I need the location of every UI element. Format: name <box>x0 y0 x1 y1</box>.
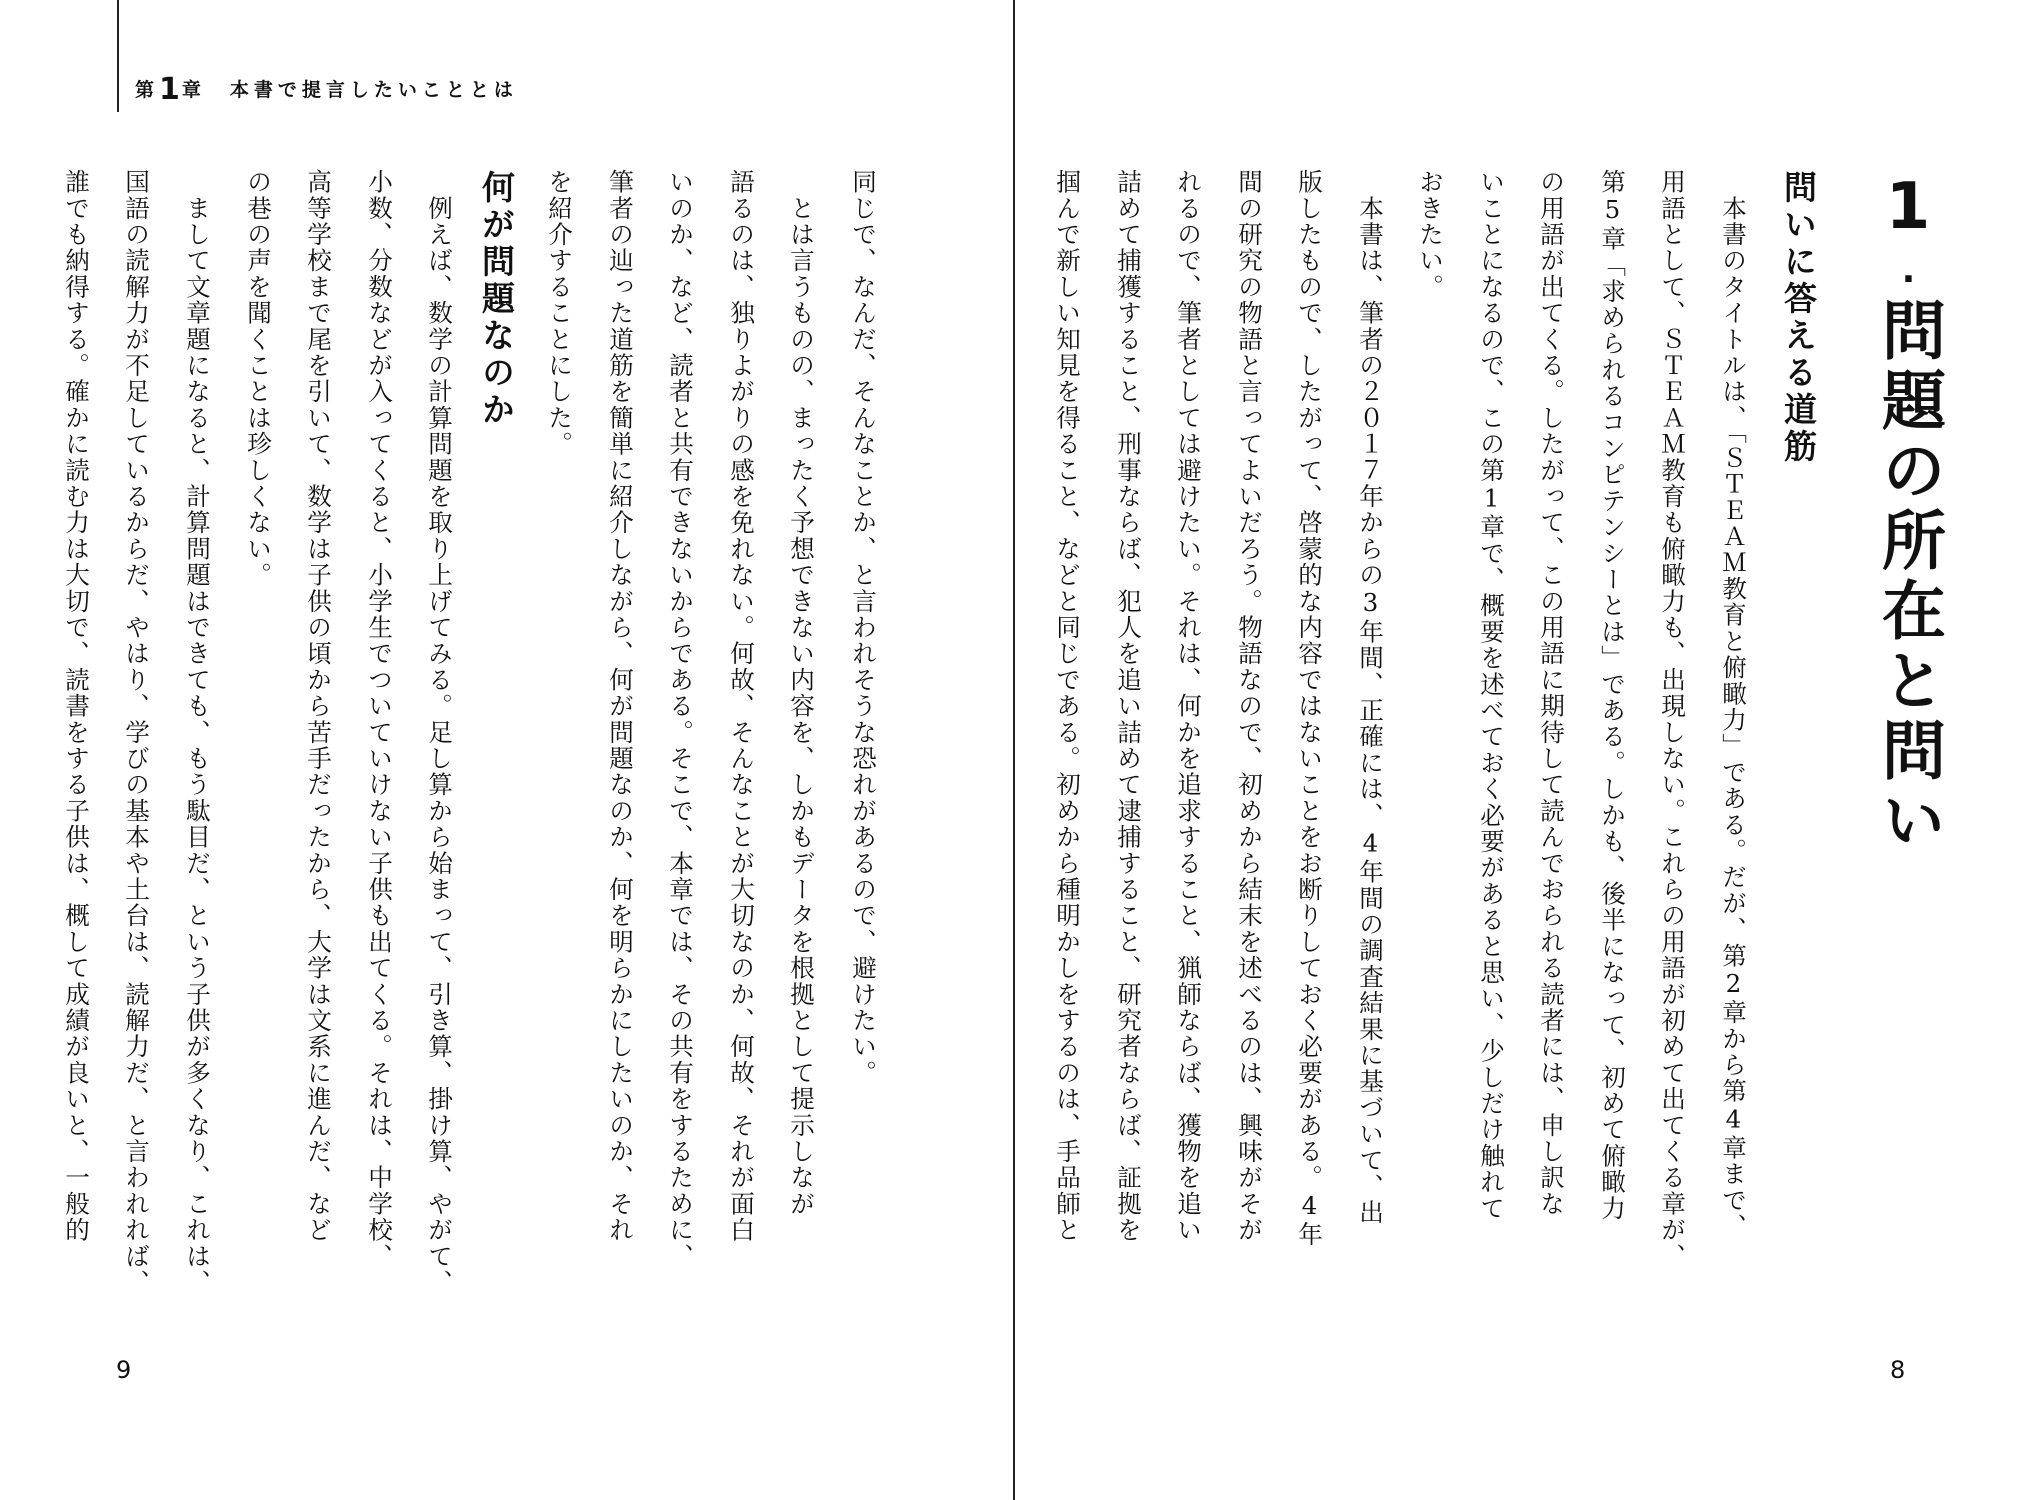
running-header-title: 章 本書で提言したいこととは <box>181 79 518 101</box>
left-text-column: の巷の声を聞くことは珍しくない。 <box>244 169 273 589</box>
right-text-column: れるので、筆者としては避けたい。それは、何かを追求すること、猟師ならば、獲物を追い <box>1174 169 1203 1244</box>
running-header <box>135 72 518 108</box>
chapter-title-number: 1 <box>1871 170 1945 250</box>
page-number-right: 8 <box>1890 1356 1906 1384</box>
page-gutter-divider <box>1013 0 1015 1500</box>
left-text-column: 例えば、数学の計算問題を取り上げてみる。足し算から始まって、引き算、掛け算、やがて、 <box>425 169 454 1296</box>
right-text-column: 掴んで新しい知見を得ること、などと同じである。初めから種明かしをするのは、手品師と <box>1053 169 1082 1244</box>
left-text-column: 同じで、なんだ、そんなことか、と言われそうな恐れがあるので、避けたい。 <box>849 169 878 1086</box>
left-text-column: 国語の読解力が不足しているからだ、やはり、学びの基本や土台は、読解力だ、と言われれば、 <box>122 169 151 1296</box>
right-text-column: の用語が出てくる。したがって、この用語に期待して読んでおられる読者には、申し訳な <box>1537 169 1566 1217</box>
right-text-column: 用語として、ＳＴＥＡＭ教育も俯瞰力も、出現しない。これらの用語が初めて出てくる章が、 <box>1658 169 1687 1270</box>
left-text-column: いのか、など、読者と共有できないからである。そこで、本章では、その共有をするために、 <box>666 169 695 1270</box>
right-text-column: 詰めて捕獲すること、刑事ならば、犯人を追い詰めて逮捕すること、研究者ならば、証拠を <box>1114 169 1143 1244</box>
running-header-rule <box>117 0 119 112</box>
right-text-column: おきたい。 <box>1416 169 1445 300</box>
left-text-column: とは言うものの、まったく予想できない内容を、しかもデータを根拠として提示しなが <box>787 169 816 1217</box>
right-text-column: 第5章「求められるコンピテンシーとは」である。しかも、後半になって、初めて俯瞰力 <box>1598 169 1627 1222</box>
left-text-column: 高等学校まで尾を引いて、数学は子供の頃から苦手だったから、大学は文系に進んだ、など <box>304 169 333 1244</box>
left-text-column: 誰でも納得する。確かに読む力は大切で、読書をする子供は、概して成績が良いと、一般的 <box>62 169 91 1244</box>
left-text-column: 筆者の辿った道筋を簡単に紹介しながら、何が問題なのか、何を明らかにしたいのか、それ <box>606 169 635 1244</box>
left-text-column: 小数、分数などが入ってくると、小学生でついていけない子供も出てくる。それは、中学校、 <box>365 169 394 1270</box>
chapter-title <box>1868 170 1948 990</box>
right-text-column: いことになるので、この第1章で、概要を述べておく必要があると思い、少しだけ触れて <box>1477 169 1506 1222</box>
chapter-title-period: . <box>1888 250 1929 297</box>
section-heading-path-to-answers: 問いに答える道筋 <box>1779 170 1818 466</box>
left-text-column: 語るのは、独りよがりの感を免れない。何故、そんなことが大切なのか、何故、それが面白 <box>727 169 756 1244</box>
right-text-column: 版したもので、したがって、啓蒙的な内容ではないことをお断りしておく必要がある。4年 <box>1295 169 1324 1248</box>
page-number-left: 9 <box>116 1356 132 1384</box>
left-text-column: を紹介することにした。 <box>545 169 574 458</box>
running-header-chapter-number: 1 <box>159 72 182 107</box>
right-text-column: 本書のタイトルは、「ＳＴＥＡＭ教育と俯瞰力」である。だが、第2章から第4章まで、 <box>1719 169 1748 1240</box>
chapter-title-text: 問題の所在と問い <box>1871 297 1945 857</box>
left-text-column: まして文章題になると、計算問題はできても、もう駄目だ、という子供が多くなり、これは、 <box>183 169 212 1296</box>
right-text-column: 本書は、筆者の２０１７年からの3年間、正確には、4年間の調査結果に基づいて、出 <box>1356 169 1385 1226</box>
right-text-column: 間の研究の物語と言ってよいだろう。物語なので、初めから結末を述べるのは、興味がそが <box>1235 169 1264 1244</box>
section-heading-what-is-the-problem: 何が問題なのか <box>477 170 516 429</box>
running-header-prefix: 第 <box>135 79 160 101</box>
